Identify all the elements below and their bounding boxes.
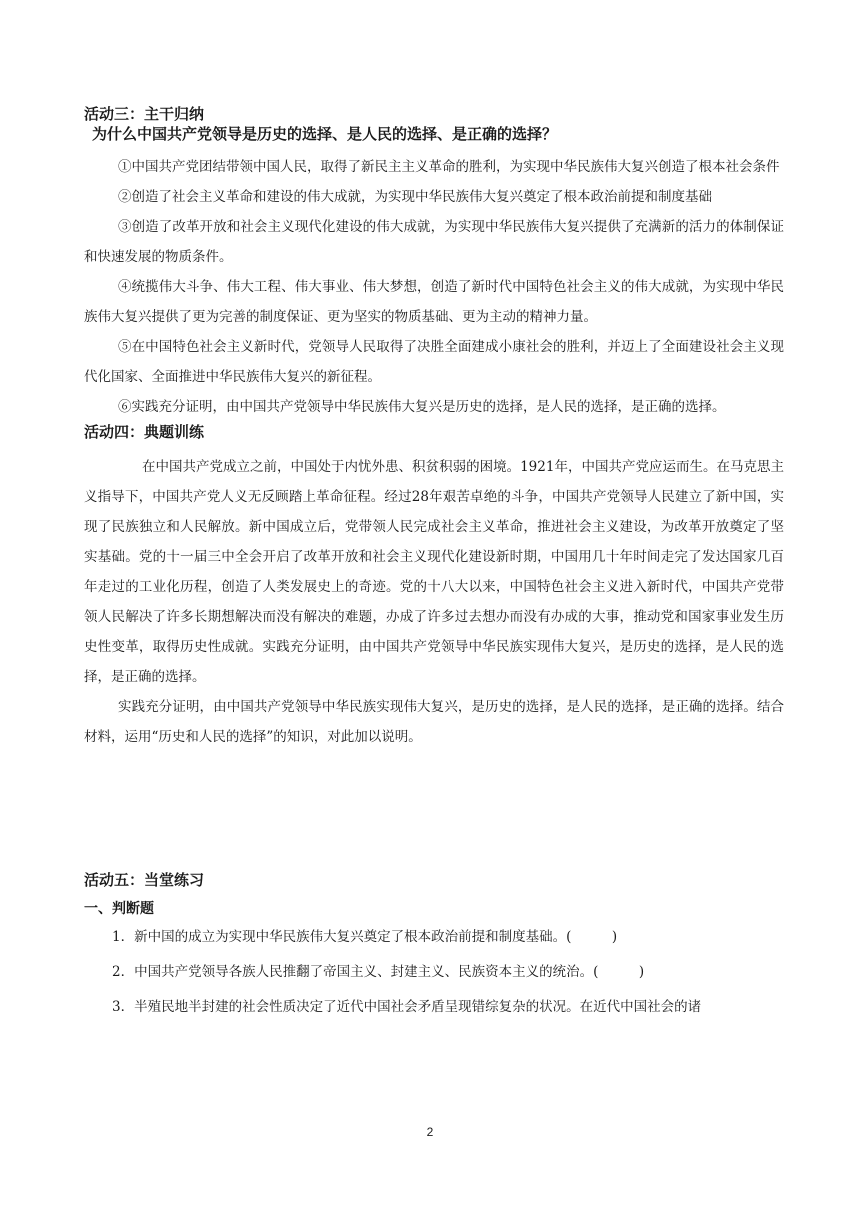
page-content bbox=[84, 104, 784, 1025]
page-number: 2 bbox=[426, 1125, 434, 1139]
activity5-heading: 活动五：当堂练习 bbox=[84, 871, 205, 889]
activity3-point-1: ①中国共产党团结带领中国人民，取得了新民主主义革命的胜利，为实现中华民族伟大复兴创造了根本社会条件 bbox=[118, 159, 780, 175]
activity4-task: 实践充分证明，由中国共产党领导中华民族实现伟大复兴，是历史的选择，是人民的选择，是正确的选择。结合材料，运用“历史和人民的选择”的知识，对此加以说明。 bbox=[84, 699, 784, 745]
judgment-section-title: 一、判断题 bbox=[84, 901, 154, 917]
activity3-point-4: ④统揽伟大斗争、伟大工程、伟大事业、伟大梦想，创造了新时代中国特色社会主义的伟大成就，为实现中华民族伟大复兴提供了更为完善的制度保证、更为坚实的物质基础、更为主动的精神力量。 bbox=[84, 279, 784, 325]
answer-space bbox=[84, 752, 784, 870]
activity3-point-3: ③创造了改革开放和社会主义现代化建设的伟大成就，为实现中华民族伟大复兴提供了充满新的活力的体制保证和快速发展的物质条件。 bbox=[84, 219, 784, 265]
judgment-item-3: 3．半殖民地半封建的社会性质决定了近代中国社会矛盾呈现错综复杂的状况。在近代中国社会的诸 bbox=[112, 999, 702, 1015]
activity3-question: 为什么中国共产党领导是历史的选择、是人民的选择、是正确的选择？ bbox=[92, 125, 558, 143]
judgment-item-1: 1．新中国的成立为实现中华民族伟大复兴奠定了根本政治前提和制度基础。( ) bbox=[112, 929, 618, 945]
judgment-item-2: 2．中国共产党领导各族人民推翻了帝国主义、封建主义、民族资本主义的统治。( ) bbox=[112, 964, 645, 980]
activity3-heading: 活动三：主干归纳 bbox=[84, 105, 205, 123]
activity3-point-6: ⑥实践充分证明，由中国共产党领导中华民族伟大复兴是历史的选择，是人民的选择，是正确的选择。 bbox=[118, 399, 726, 415]
spacer bbox=[84, 442, 784, 452]
activity3-point-5: ⑤在中国特色社会主义新时代，党领导人民取得了决胜全面建成小康社会的胜利，并迈上了全面建设社会主义现代化国家、全面推进中华民族伟大复兴的新征程。 bbox=[84, 339, 784, 385]
activity4-heading: 活动四：典题训练 bbox=[84, 423, 205, 441]
activity4-material: 在中国共产党成立之前，中国处于内忧外患、积贫积弱的困境。1921年，中国共产党应运而生。在马克思主义指导下，中国共产党人义无反顾踏上革命征程。经过28年艰苦卓绝的斗争，中国共产党领导人民建立了新中国，实现了民族独立和人民解放。新中国成立后，党带领人民完成社会主义革命，推进社会主义建设，为改革开放奠定了坚实基础。党的十一届三中全会开启了改革开放和社会主义现代化建设新时期，中国用几十年时间走完了发达国家几百年走过的工业化历程，创造了人类发展史上的奇迹。党的十八大以来，中国特色社会主义进入新时代，中国共产党带领人民解决了许多长期想解决而没有解决的难题，办成了许多过去想办而没有办成的大事，推动党和国家事业发生历史性变革，取得历史性成就。实践充分证明，由中国共产党领导中华民族实现伟大复兴，是历史的选择，是人民的选择，是正确的选择。 bbox=[84, 459, 784, 685]
activity3-point-2: ②创造了社会主义革命和建设的伟大成就，为实现中华民族伟大复兴奠定了根本政治前提和制度基础 bbox=[118, 189, 712, 205]
spacer bbox=[84, 890, 784, 898]
